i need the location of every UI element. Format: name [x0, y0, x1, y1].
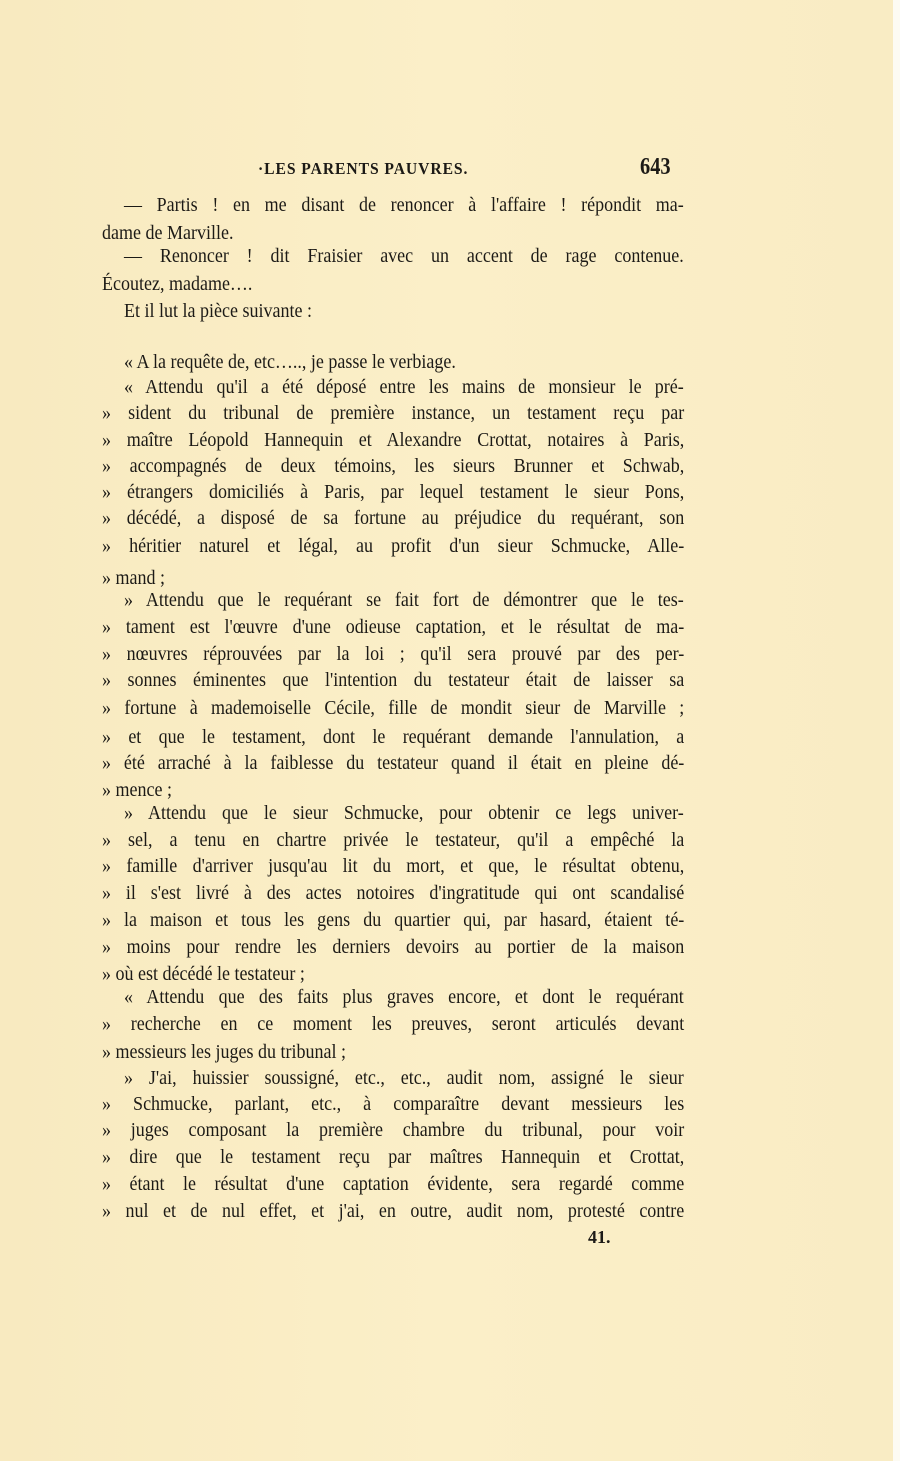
text-line: » Attendu que le requérant se fait fort de démontrer que le tes-	[124, 589, 684, 611]
text-line: » moins pour rendre les derniers devoirs au portier de la maison	[102, 936, 685, 958]
text-line: — Renoncer ! dit Fraisier avec un accent de rage contenue.	[124, 245, 684, 267]
text-line: » accompagnés de deux témoins, les sieurs Brunner et Schwab,	[102, 455, 685, 477]
text-line: » mence ;	[102, 779, 172, 801]
text-line: » tament est l'œuvre d'une odieuse captation, et le résultat de ma-	[102, 616, 685, 638]
signature-mark: 41.	[588, 1227, 611, 1247]
running-header: ·LES PARENTS PAUVRES.	[258, 159, 469, 178]
text-line: » J'ai, huissier soussigné, etc., etc., audit nom, assigné le sieur	[124, 1067, 684, 1089]
text-line: » héritier naturel et légal, au profit d'un sieur Schmucke, Alle-	[102, 535, 685, 557]
text-line: » nœuvres réprouvées par la loi ; qu'il sera prouvé par des per-	[102, 643, 685, 665]
text-line: » où est décédé le testateur ;	[102, 963, 305, 985]
text-line: » et que le testament, dont le requérant demande l'annulation, a	[102, 726, 685, 748]
text-line: » étrangers domiciliés à Paris, par lequel testament le sieur Pons,	[102, 481, 685, 503]
page-edge	[893, 0, 900, 1461]
text-line: « Attendu qu'il a été déposé entre les mains de monsieur le pré-	[124, 376, 684, 398]
text-line: « A la requête de, etc….., je passe le verbiage.	[124, 351, 456, 373]
text-line: » Attendu que le sieur Schmucke, pour obtenir ce legs univer-	[124, 802, 684, 824]
text-line: — Partis ! en me disant de renoncer à l'affaire ! répondit ma-	[124, 194, 684, 216]
text-line: dame de Marville.	[102, 222, 234, 244]
text-line: Écoutez, madame….	[102, 273, 253, 295]
text-line: » été arraché à la faiblesse du testateur quand il était en pleine dé-	[102, 752, 685, 774]
text-line: » étant le résultat d'une captation évidente, sera regardé comme	[102, 1173, 685, 1195]
text-line: » décédé, a disposé de sa fortune au préjudice du requérant, son	[102, 507, 685, 529]
text-line: Et il lut la pièce suivante :	[124, 300, 312, 322]
text-line: « Attendu que des faits plus graves encore, et dont le requérant	[124, 986, 684, 1008]
text-line: » nul et de nul effet, et j'ai, en outre, audit nom, protesté contre	[102, 1200, 685, 1222]
page-number: 643	[640, 154, 671, 180]
text-line: » famille d'arriver jusqu'au lit du mort, et que, le résultat obtenu,	[102, 855, 685, 877]
text-line: » la maison et tous les gens du quartier qui, par hasard, étaient té-	[102, 909, 685, 931]
text-line: » messieurs les juges du tribunal ;	[102, 1041, 346, 1063]
text-line: » il s'est livré à des actes notoires d'ingratitude qui ont scandalisé	[102, 882, 685, 904]
text-line: » mand ;	[102, 567, 165, 589]
text-line: » Schmucke, parlant, etc., à comparaître devant messieurs les	[102, 1093, 685, 1115]
text-line: » maître Léopold Hannequin et Alexandre Crottat, notaires à Paris,	[102, 429, 685, 451]
text-line: » fortune à mademoiselle Cécile, fille de mondit sieur de Marville ;	[102, 697, 685, 719]
text-line: » dire que le testament reçu par maîtres Hannequin et Crottat,	[102, 1146, 685, 1168]
text-line: » sel, a tenu en chartre privée le testateur, qu'il a empêché la	[102, 829, 685, 851]
text-line: » sident du tribunal de première instance, un testament reçu par	[102, 402, 685, 424]
text-line: » juges composant la première chambre du tribunal, pour voir	[102, 1119, 685, 1141]
text-line: » sonnes éminentes que l'intention du testateur était de laisser sa	[102, 669, 685, 691]
text-line: » recherche en ce moment les preuves, seront articulés devant	[102, 1013, 685, 1035]
